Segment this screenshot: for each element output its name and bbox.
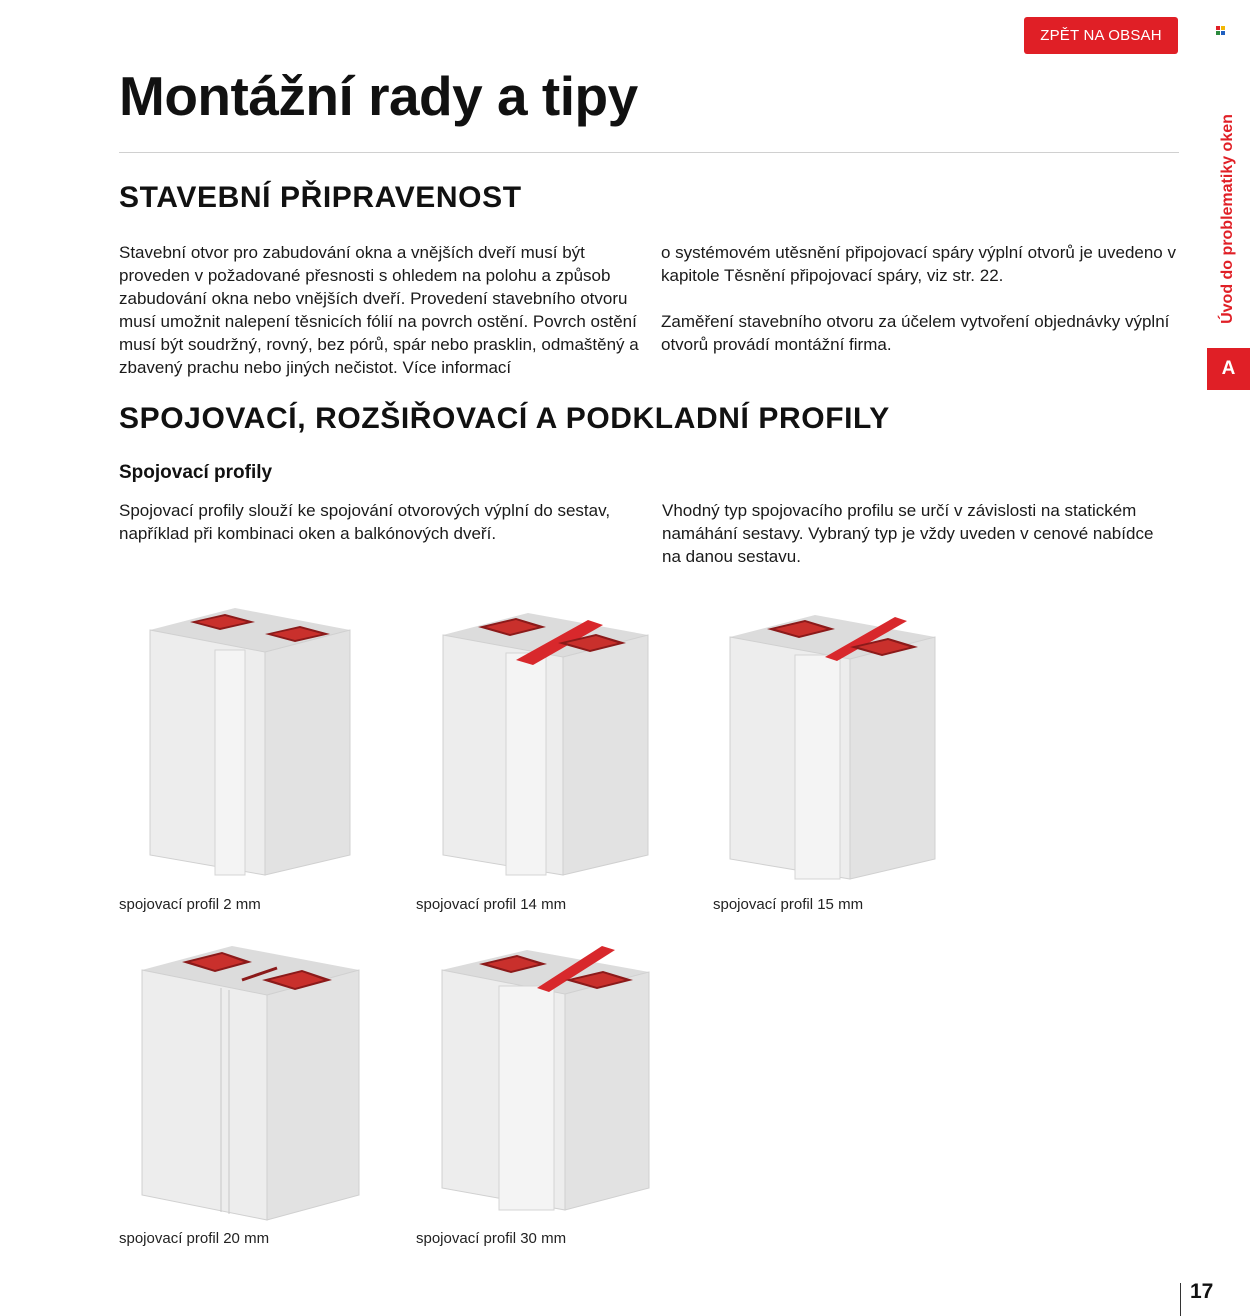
page-number: 17	[1190, 1280, 1214, 1303]
profile-2mm-caption: spojovací profil 2 mm	[119, 896, 261, 913]
page-number-divider	[1180, 1283, 1181, 1316]
profile-20mm-caption: spojovací profil 20 mm	[119, 1230, 270, 1247]
page-title: Montážní rady a tipy	[119, 65, 638, 127]
profile-30mm-image	[437, 940, 655, 1215]
section-heading-building-readiness: STAVEBNÍ PŘIPRAVENOST	[119, 181, 522, 214]
brand-logo-icon	[1216, 26, 1225, 35]
chapter-side-tab-label: Úvod do problematiky oken	[1219, 114, 1236, 324]
back-to-contents-button[interactable]: ZPĚT NA OBSAH	[1024, 17, 1178, 54]
profile-15mm-image	[725, 607, 940, 887]
section2-paragraph-right: Vhodný typ spojovacího profilu se určí v závislosti na statickém namáhání sestavy. Vybraný typ je vždy uveden v cenové nabídce na danou sestavu.	[662, 501, 1154, 566]
chapter-side-tab[interactable]	[1213, 108, 1243, 330]
section2-paragraph-left: Spojovací profily slouží ke spojování otvorových výplní do sestav, například při kombinaci oken a balkónových dveří.	[119, 501, 611, 543]
section1-paragraph-left: Stavební otvor pro zabudování okna a vnějších dveří musí být proveden v požadované přesnosti s ohledem na polohu a způsob zabudování okna nebo vnějších dveří. Provedení stavebního otvoru musí umožnit nalepení těsnicích fólií na povrch ostění. Povrch ostění musí být soudržný, rovný, bez pórů, spár nebo prasklin, odmaštěný a zbavený prachu nebo jiných nečistot. Více informací	[119, 243, 639, 377]
profile-20mm-image	[137, 940, 365, 1225]
subheading-connecting-profiles: Spojovací profily	[119, 462, 273, 483]
chapter-letter-tab[interactable]: A	[1207, 348, 1250, 390]
profile-30mm-caption: spojovací profil 30 mm	[416, 1230, 567, 1247]
profile-2mm-image	[145, 600, 355, 885]
section1-paragraph-right-2: Zaměření stavebního otvoru za účelem vytvoření objednávky výplní otvorů provádí montážní firma.	[661, 312, 1170, 354]
section-heading-profiles: SPOJOVACÍ, ROZŠIŘOVACÍ A PODKLADNÍ PROFILY	[119, 402, 890, 435]
section1-paragraph-right-1: o systémovém utěsnění připojovací spáry výplní otvorů je uvedeno v kapitole Těsnění připojovací spáry, viz str. 22.	[661, 243, 1176, 285]
profile-15mm-caption: spojovací profil 15 mm	[713, 896, 864, 913]
profile-14mm-image	[438, 605, 653, 885]
profile-14mm-caption: spojovací profil 14 mm	[416, 896, 567, 913]
title-divider	[119, 152, 1179, 153]
